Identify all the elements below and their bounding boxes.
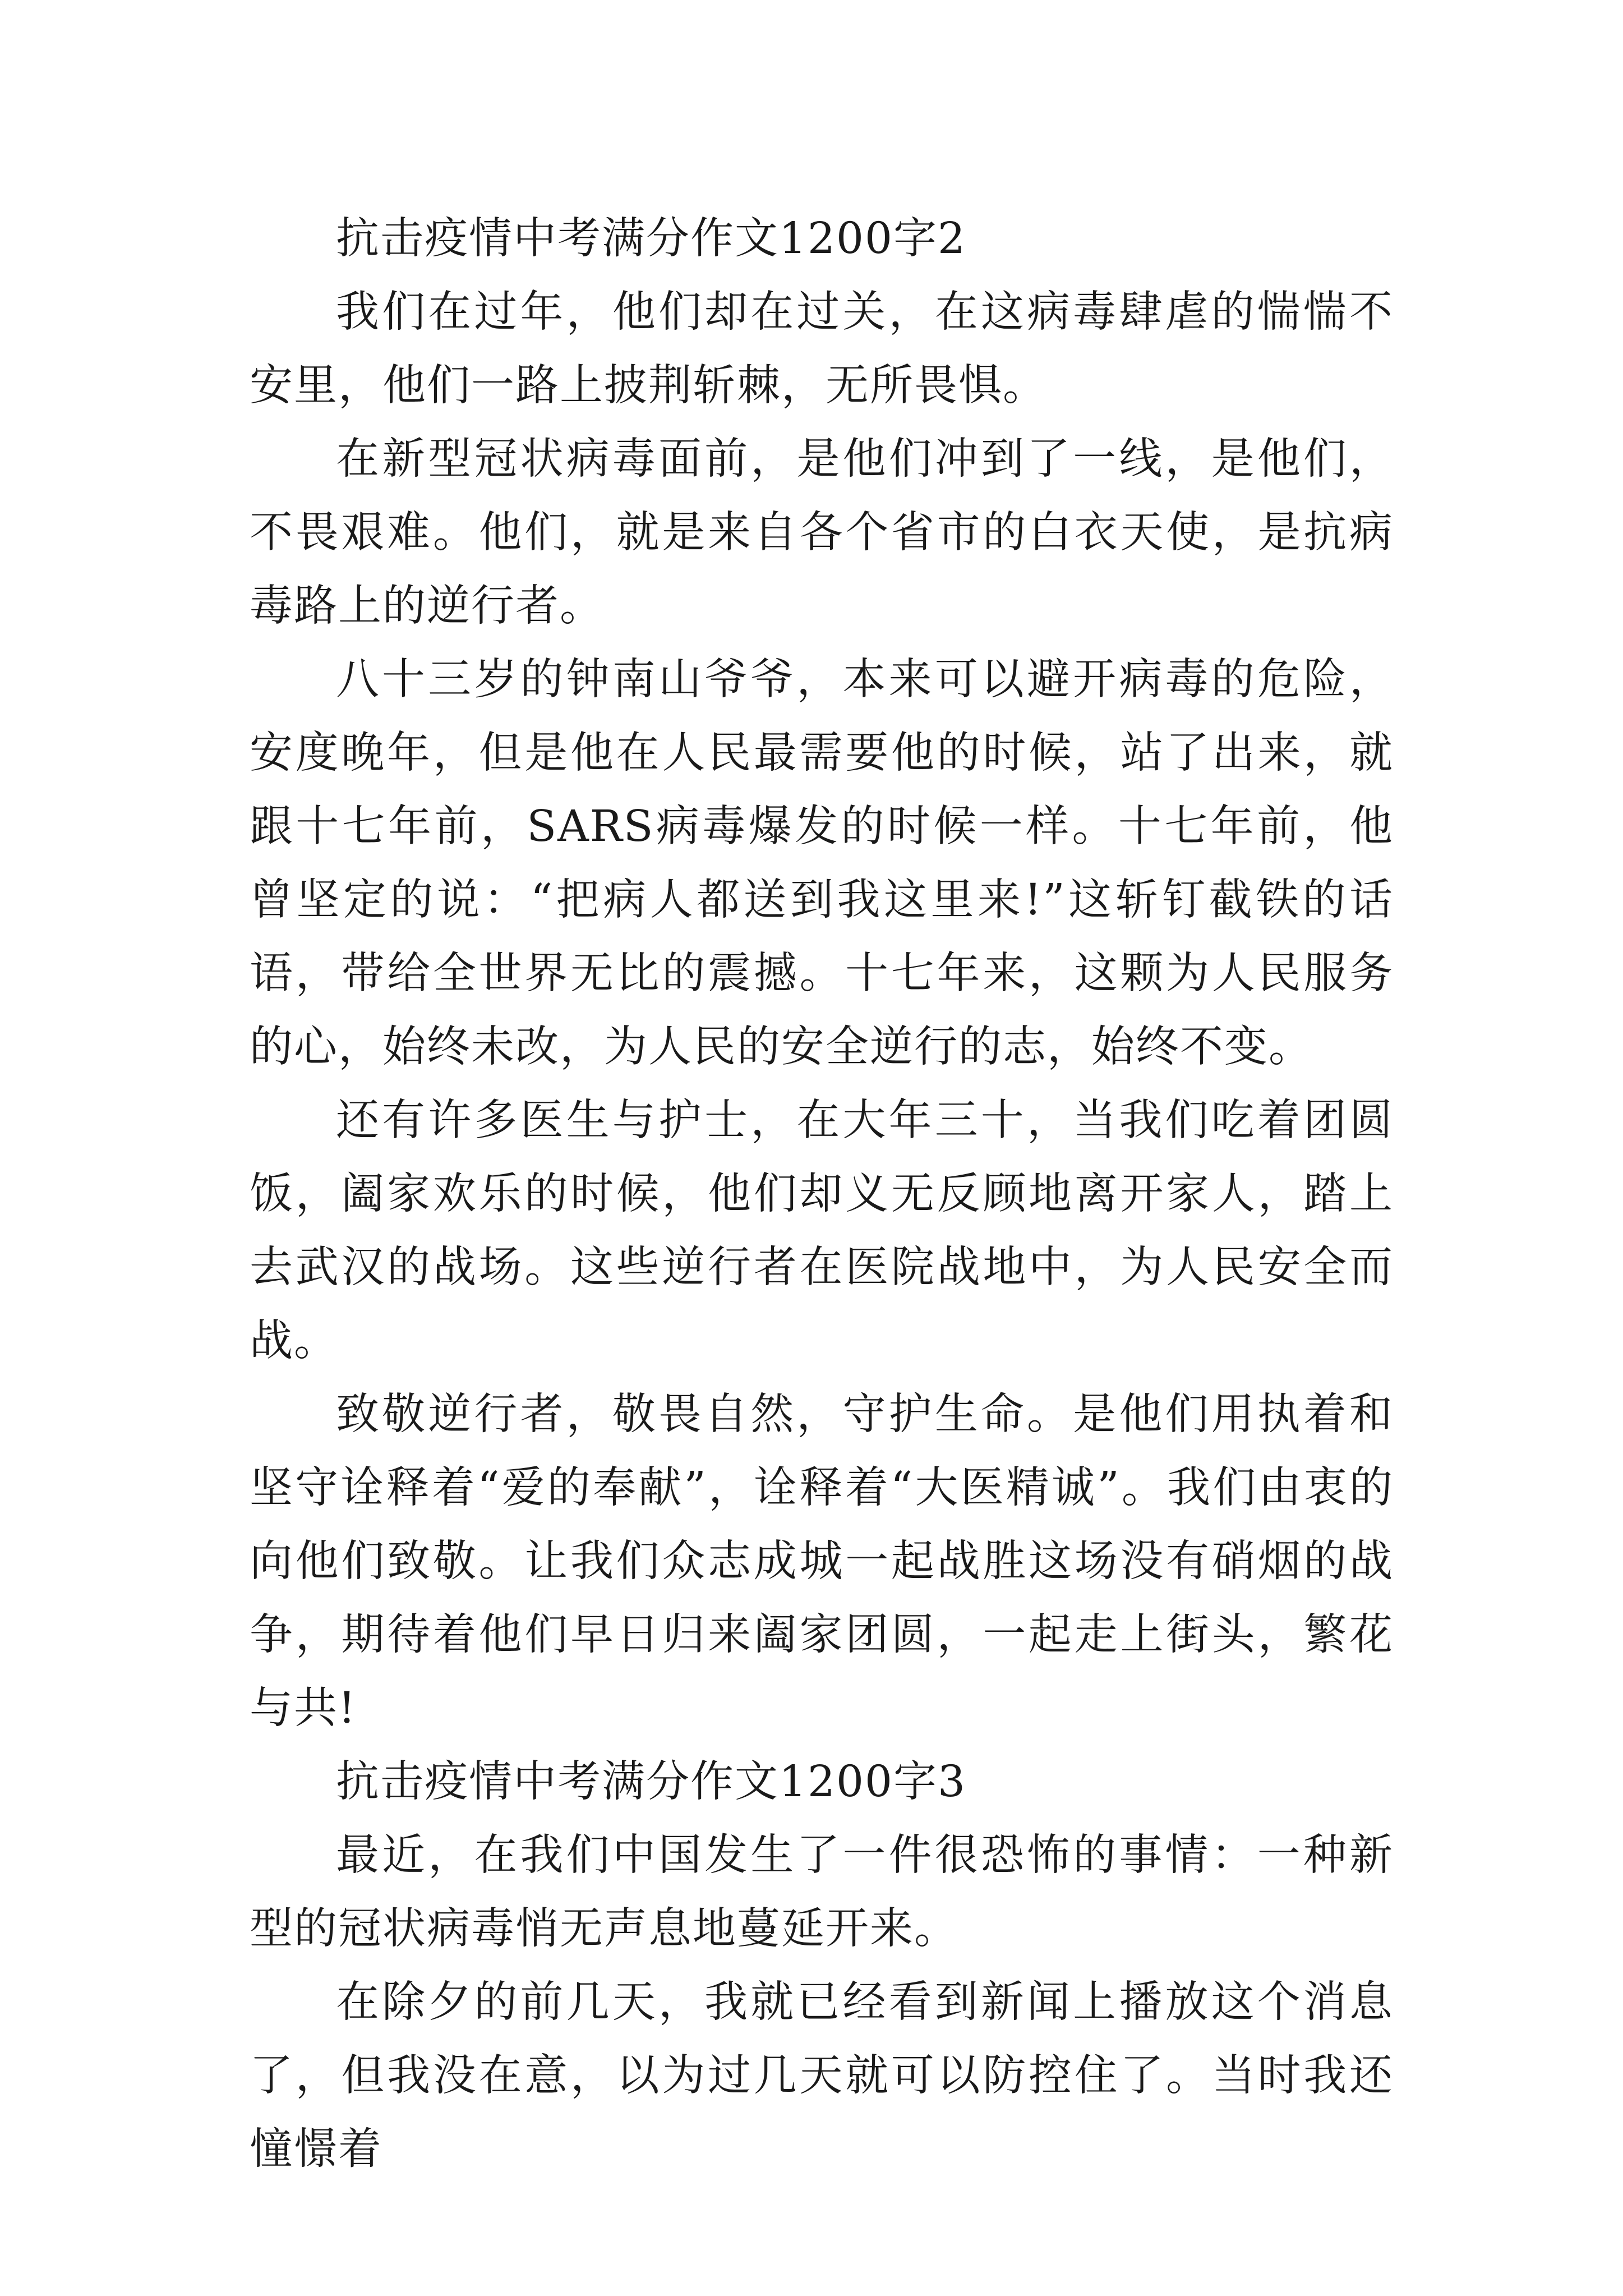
section-heading: 抗击疫情中考满分作文1200字2 [336,214,966,264]
paragraph: 我们在过年，他们却在过关，在这病毒肆虐的惴惴不安里，他们一路上披荆斩棘，无所畏惧。 [250,287,1394,411]
paragraph: 八十三岁的钟南山爷爷，本来可以避开病毒的危险，安度晚年，但是他在人民最需要他的时候，站了出来，就跟十七年前，SARS病毒爆发的时候一样。十七年前，他曾坚定的说：“把病人都送到我这里来!”这斩钉截铁的话语，带给全世界无比的震撼。十七年来，这颗为人民服务的心，始终未改，为人民的安全逆行的志，始终不变。 [250,655,1394,1072]
section-heading: 抗击疫情中考满分作文1200字3 [336,1757,966,1807]
paragraph: 最近，在我们中国发生了一件很恐怖的事情：一种新型的冠状病毒悄无声息地蔓延开来。 [250,1830,1394,1954]
paragraph: 致敬逆行者，敬畏自然，守护生命。是他们用执着和坚守诠释着“爱的奉献”，诠释着“大医精诚”。我们由衷的向他们致敬。让我们众志成城一起战胜这场没有硝烟的战争，期待着他们早日归来阖家团圆，一起走上街头，繁花与共! [250,1389,1394,1733]
paragraph: 在除夕的前几天，我就已经看到新闻上播放这个消息了，但我没在意，以为过几天就可以防控住了。当时我还憧憬着 [250,1977,1394,2174]
paragraph: 在新型冠状病毒面前，是他们冲到了一线，是他们，不畏艰难。他们，就是来自各个省市的白衣天使，是抗病毒路上的逆行者。 [250,434,1394,631]
paragraph: 还有许多医生与护士，在大年三十，当我们吃着团圆饭，阖家欢乐的时候，他们却义无反顾地离开家人，踏上去武汉的战场。这些逆行者在医院战地中，为人民安全而战。 [250,1096,1394,1366]
document-body [250,202,1394,2186]
